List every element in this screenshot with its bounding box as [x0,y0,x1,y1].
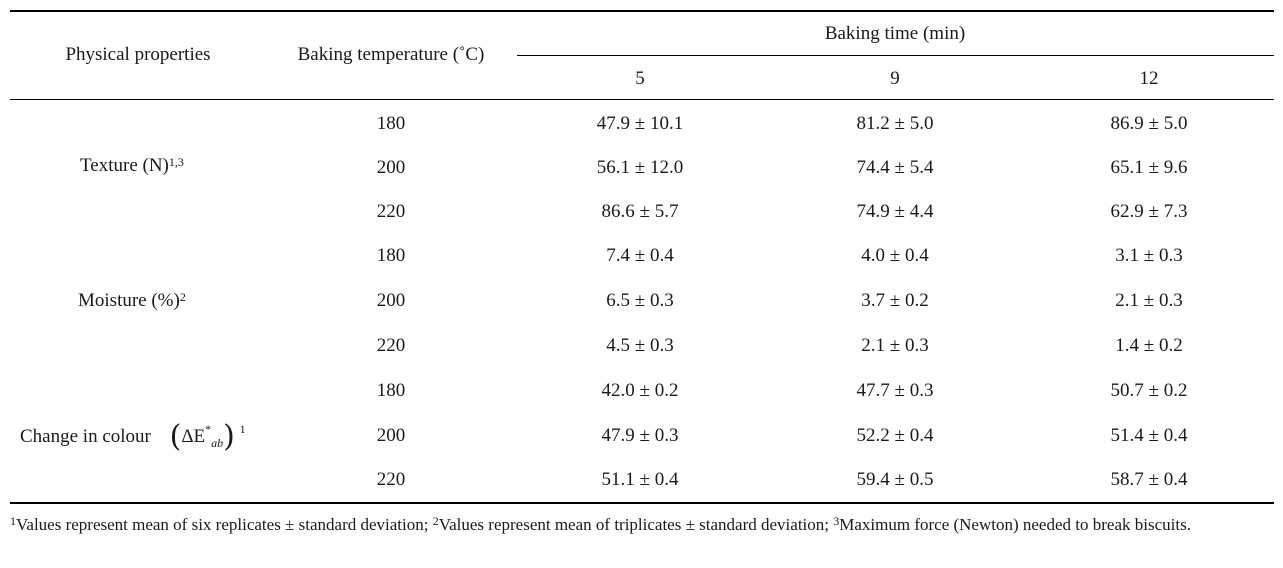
table-cell: 58.7 ± 0.4 [1110,469,1188,490]
table-cell: 3.1 ± 0.3 [1115,245,1183,266]
table-cell: 56.1 ± 12.0 [596,157,684,178]
header-time-9: 9 [890,68,900,89]
table-cell: 59.4 ± 0.5 [856,469,934,490]
table-cell: 47.9 ± 0.3 [601,425,679,446]
property-colour-change: Change in colour $(\Delta E^*_{ab})$ $^1$ [20,419,246,454]
table-cell: 52.2 ± 0.4 [856,425,934,446]
table-cell-temp: 220 [376,335,406,356]
table-cell: 7.4 ± 0.4 [606,245,674,266]
table-cell-temp: 180 [376,245,406,266]
table-cell: 47.7 ± 0.3 [856,380,934,401]
time-group-rule [517,55,1274,56]
property-moisture: Moisture (%)$^2$ [78,290,186,311]
table-cell: 4.5 ± 0.3 [606,335,674,356]
table-cell-temp: 220 [376,201,406,222]
table-cell: 86.6 ± 5.7 [601,201,679,222]
header-physical-properties: Physical properties [65,44,211,65]
table-footnote: $^1$Values represent mean of six replicates ± standard deviation; $^2$Values represent mean of triplicates ± standard deviation; $^3$Maximum force (Newton) needed to break biscuits. [10,514,1191,534]
table-cell: 2.1 ± 0.3 [861,335,929,356]
table-cell-temp: 220 [376,469,406,490]
property-texture-note: 1,3 [168,155,184,169]
table-cell: 74.4 ± 5.4 [856,157,934,178]
table-cell-temp: 180 [376,113,406,134]
table-cell: 4.0 ± 0.4 [861,245,929,266]
header-time-12: 12 [1139,68,1159,89]
table-cell: 1.4 ± 0.2 [1115,335,1183,356]
header-baking-temperature: Baking temperature (˚C) [297,44,485,65]
top-rule [10,10,1274,12]
table-cell: 86.9 ± 5.0 [1110,113,1188,134]
table-cell-temp: 200 [376,157,406,178]
table-cell: 42.0 ± 0.2 [601,380,679,401]
bottom-rule [10,502,1274,504]
table-cell: 47.9 ± 10.1 [596,113,684,134]
table-cell: 51.1 ± 0.4 [601,469,679,490]
property-texture: Texture $(N)^{1,3}$ [80,155,184,176]
table-cell: 2.1 ± 0.3 [1115,290,1183,311]
table-cell: 51.4 ± 0.4 [1110,425,1188,446]
delta-e-formula: $(\Delta E^*_{ab})$ [169,419,235,454]
table-cell: 3.7 ± 0.2 [861,290,929,311]
table-cell-temp: 200 [376,290,406,311]
header-time-5: 5 [635,68,645,89]
table-cell: 74.9 ± 4.4 [856,201,934,222]
property-colour-note: 1 [239,422,246,436]
header-rule [10,99,1274,100]
table-cell: 6.5 ± 0.3 [606,290,674,311]
table-cell: 65.1 ± 9.6 [1110,157,1188,178]
table-cell: 62.9 ± 7.3 [1110,201,1188,222]
table-cell-temp: 180 [376,380,406,401]
table-cell: 81.2 ± 5.0 [856,113,934,134]
table-cell-temp: 200 [376,425,406,446]
table-cell: 50.7 ± 0.2 [1110,380,1188,401]
property-moisture-note: 2 [179,290,186,304]
header-baking-time: Baking time (min) [824,23,966,44]
